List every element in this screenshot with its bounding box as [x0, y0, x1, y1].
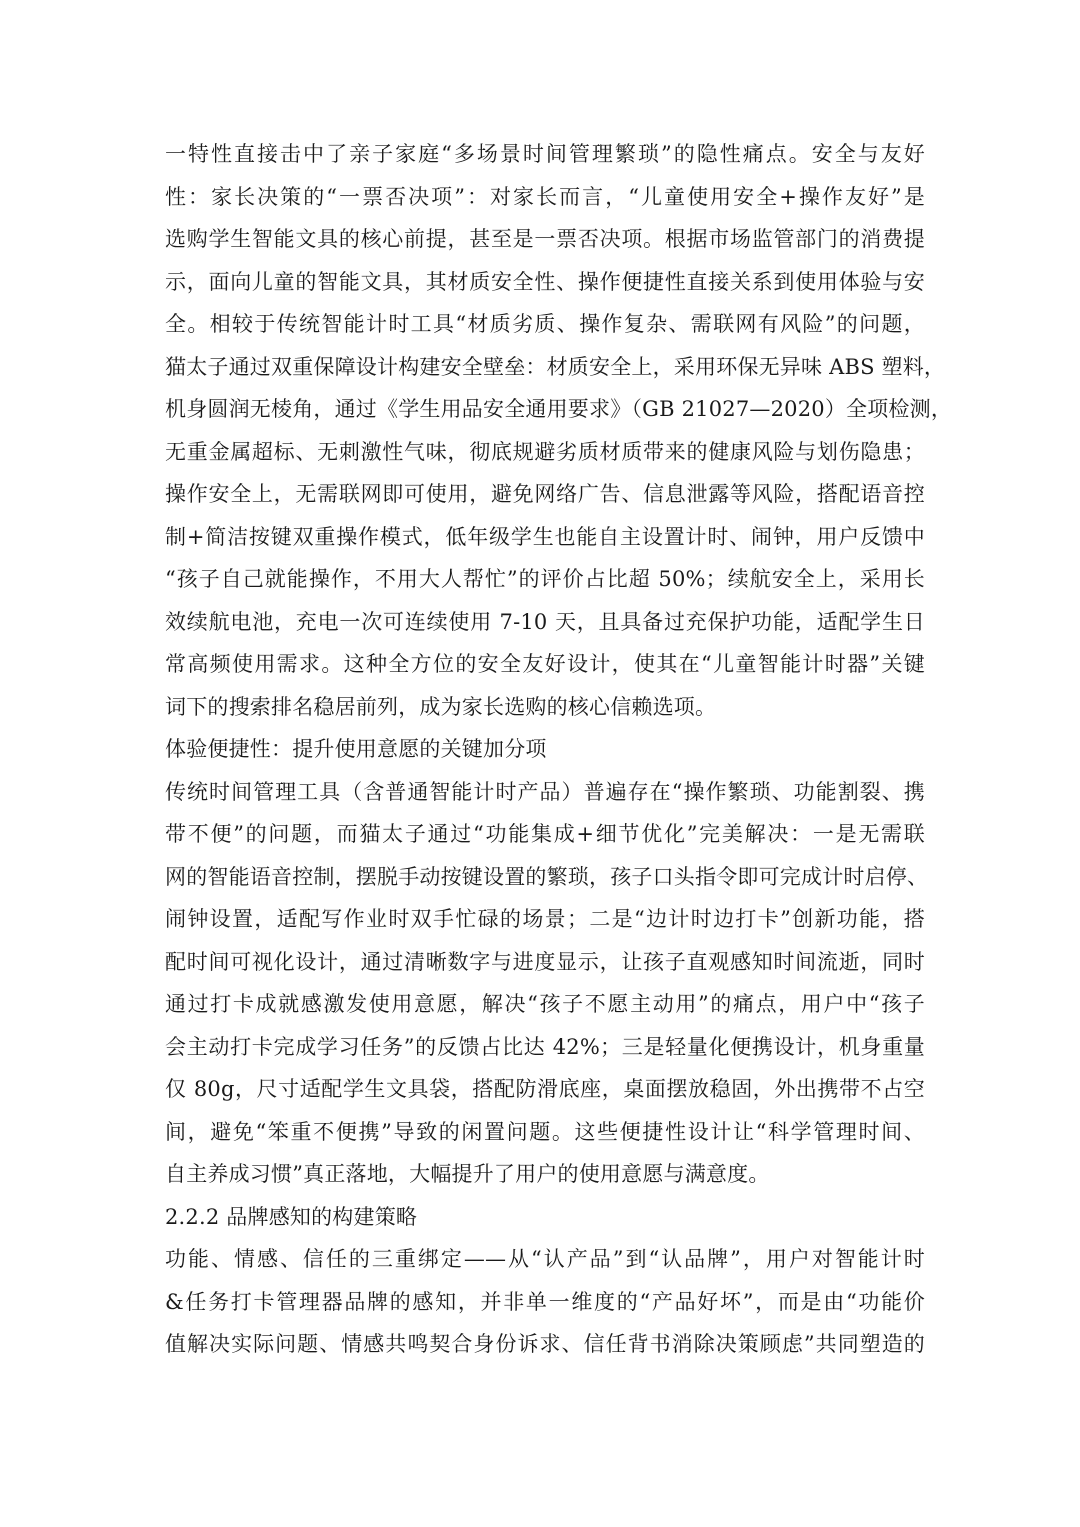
text-line: 效续航电池，充电一次可连续使用 7-10 天，且具备过充保护功能，适配学生日 — [165, 609, 925, 634]
text-line: 传统时间管理工具（含普通智能计时产品）普遍存在“操作繁琐、功能割裂、携 — [165, 779, 925, 804]
text-line: 制+简洁按键双重操作模式，低年级学生也能自主设置计时、闹钟，用户反馈中 — [165, 524, 925, 549]
text-line: 通过打卡成就感激发使用意愿，解决“孩子不愿主动用”的痛点，用户中“孩子 — [165, 992, 925, 1016]
text-line: “孩子自己就能操作，不用大人帮忙”的评价占比超 50%；续航安全上，采用长 — [165, 567, 925, 591]
text-line: 机身圆润无棱角，通过《学生用品安全通用要求》（GB 21027—2020）全项检测， — [165, 397, 953, 421]
text-line: 值解决实际问题、情感共鸣契合身份诉求、信任背书消除决策顾虑”共同塑造的 — [165, 1332, 925, 1356]
text-line: 操作安全上，无需联网即可使用，避免网络广告、信息泄露等风险，搭配语音控 — [165, 482, 925, 506]
paragraph-end-line: 自主养成习惯”真正落地，大幅提升了用户的使用意愿与满意度。 — [165, 1162, 770, 1186]
text-line: &任务打卡管理器品牌的感知，并非单一维度的“产品好坏”，而是由“功能价 — [165, 1289, 925, 1314]
text-line: 网的智能语音控制，摆脱手动按键设置的繁琐，孩子口头指令即可完成计时启停、 — [165, 864, 929, 889]
text-line: 会主动打卡完成学习任务”的反馈占比达 42%；三是轻量化便携设计，机身重量 — [165, 1034, 925, 1059]
text-line: 常高频使用需求。这种全方位的安全友好设计，使其在“儿童智能计时器”关键 — [165, 652, 925, 676]
section-heading: 体验便捷性：提升使用意愿的关键加分项 — [165, 737, 547, 761]
text-line: 间，避免“笨重不便携”导致的闲置问题。这些便捷性设计让“科学管理时间、 — [165, 1119, 925, 1144]
subsection-heading: 2.2.2 品牌感知的构建策略 — [165, 1204, 418, 1229]
text-line: 选购学生智能文具的核心前提，甚至是一票否决项。根据市场监管部门的消费提 — [165, 227, 925, 251]
text-line: 性：家长决策的“一票否决项”：对家长而言，“儿童使用安全+操作友好”是 — [165, 184, 925, 209]
text-line: 一特性直接击中了亲子家庭“多场景时间管理繁琐”的隐性痛点。安全与友好 — [165, 142, 925, 166]
text-line: 全。相较于传统智能计时工具“材质劣质、操作复杂、需联网有风险”的问题， — [165, 312, 925, 336]
text-line: 配时间可视化设计，通过清晰数字与进度显示，让孩子直观感知时间流逝，同时 — [165, 949, 925, 974]
document-body — [165, 133, 953, 1366]
text-line: 仅 80g，尺寸适配学生文具袋，搭配防滑底座，桌面摆放稳固，外出携带不占空 — [165, 1077, 925, 1101]
paragraph-end-line: 词下的搜索排名稳居前列，成为家长选购的核心信赖选项。 — [165, 694, 717, 719]
text-line: 示，面向儿童的智能文具，其材质安全性、操作便捷性直接关系到使用体验与安 — [165, 269, 925, 294]
text-line: 功能、情感、信任的三重绑定——从“认产品”到“认品牌”，用户对智能计时 — [165, 1247, 925, 1271]
text-line: 无重金属超标、无刺激性气味，彻底规避劣质材质带来的健康风险与划伤隐患； — [165, 439, 925, 464]
text-line: 猫太子通过双重保障设计构建安全壁垒：材质安全上，采用环保无异味 ABS 塑料， — [165, 354, 946, 379]
text-line: 带不便”的问题，而猫太子通过“功能集成+细节优化”完美解决：一是无需联 — [165, 822, 925, 846]
text-line: 闹钟设置，适配写作业时双手忙碌的场景；二是“边计时边打卡”创新功能，搭 — [165, 907, 925, 931]
